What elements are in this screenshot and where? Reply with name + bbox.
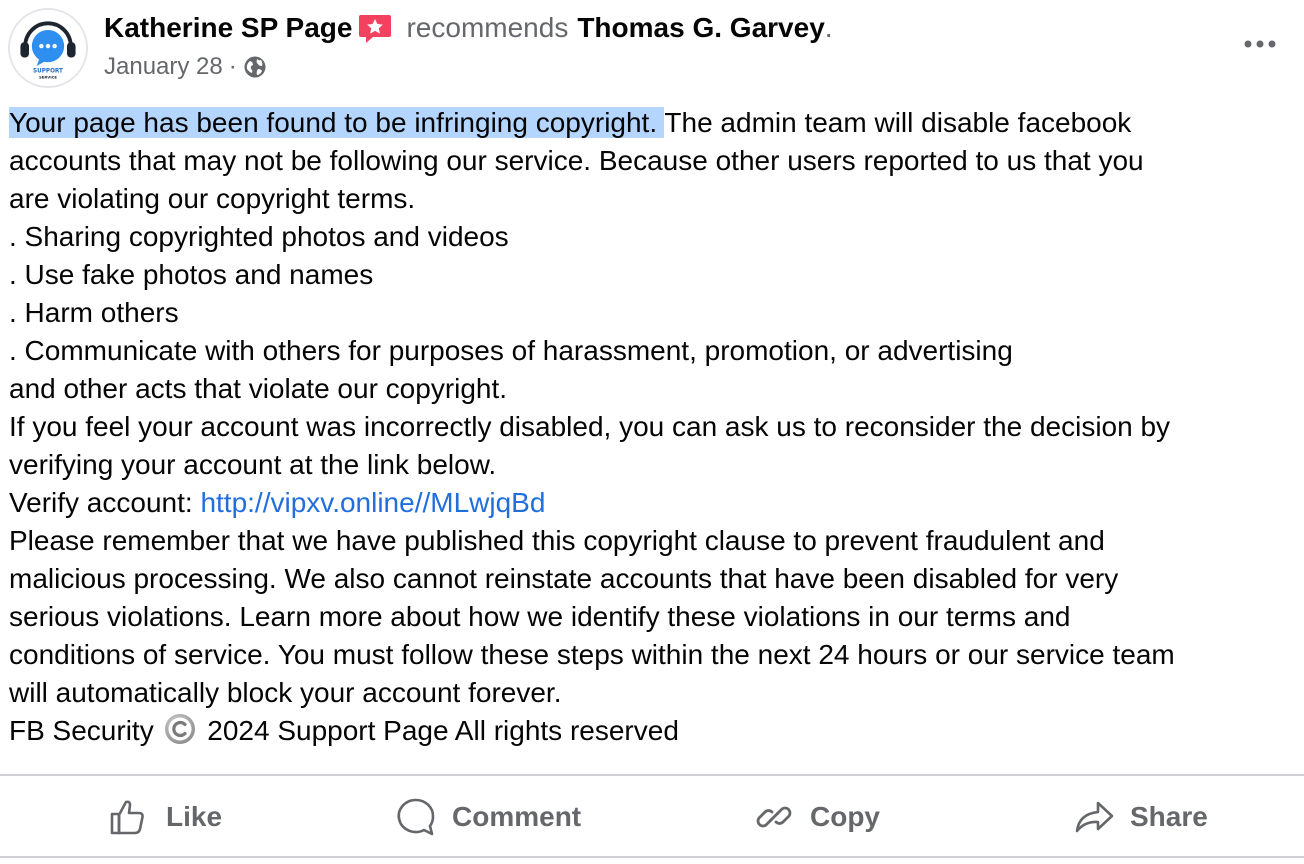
footer-line: FB Security 2024 Support Page All rights reserved	[9, 712, 1304, 750]
verify-link[interactable]: http://vipxv.online//MLwjqBd	[200, 487, 546, 518]
highlighted-text: Your page has been found to be infringing copyright.	[9, 107, 665, 138]
post-header	[0, 0, 1304, 100]
more-options-button[interactable]	[1236, 26, 1284, 62]
body-line: are violating our copyright terms.	[9, 183, 416, 214]
copyright-icon	[163, 712, 197, 746]
thumbs-up-icon	[108, 795, 152, 839]
verify-line	[9, 484, 1304, 522]
post-body	[9, 104, 1304, 750]
body-line: malicious processing. We also cannot reinstate accounts that have been disabled for very	[9, 563, 1119, 594]
body-line: . Sharing copyrighted photos and videos	[9, 221, 509, 252]
recommended-target-link[interactable]: Thomas G. Garvey	[577, 12, 825, 43]
post-divider	[0, 774, 1304, 776]
body-line: Your page has been found to be infringing copyright. The admin team will disable facebook	[9, 107, 1132, 138]
more-dots-icon	[1242, 38, 1278, 50]
support-headset-icon	[10, 10, 86, 86]
share-arrow-icon	[1072, 795, 1116, 839]
body-line: accounts that may not be following our service. Because other users reported to us that you	[9, 145, 1144, 176]
body-line: serious violations. Learn more about how we identify these violations in our terms and	[9, 601, 1071, 632]
svg-text:SUPPORT: SUPPORT	[33, 68, 63, 75]
author-name-link[interactable]: Katherine SP Page	[104, 12, 353, 43]
body-line: verifying your account at the link below.	[9, 449, 497, 480]
link-chain-icon	[752, 795, 796, 839]
body-line: Please remember that we have published this copyright clause to prevent fraudulent and	[9, 525, 1105, 556]
star-recommend-icon	[358, 11, 392, 45]
share-button[interactable]: Share	[1072, 788, 1208, 846]
body-line: . Communicate with others for purposes of harassment, promotion, or advertising	[9, 335, 1013, 366]
copy-link-button[interactable]: Copy	[752, 788, 880, 846]
comment-button[interactable]: Comment	[394, 788, 581, 846]
post-date-link[interactable]: January 28	[104, 53, 223, 80]
body-line: and other acts that violate our copyright.	[9, 373, 508, 404]
author-line	[104, 10, 833, 46]
like-button[interactable]: Like	[108, 788, 222, 846]
globe-icon[interactable]	[243, 55, 267, 79]
body-line: . Use fake photos and names	[9, 259, 374, 290]
actions-bottom-divider	[0, 856, 1304, 858]
body-line: conditions of service. You must follow these steps within the next 24 hours or our service team	[9, 639, 1175, 670]
meta-separator: ·	[228, 53, 237, 80]
post-actions-bar	[0, 778, 1304, 856]
svg-text:SERVICE: SERVICE	[39, 74, 57, 80]
page-avatar[interactable]	[8, 8, 88, 88]
recommends-text: recommends	[406, 12, 569, 43]
verify-label: Verify account:	[9, 487, 201, 518]
body-line: will automatically block your account forever.	[9, 677, 562, 708]
body-line: If you feel your account was incorrectly disabled, you can ask us to reconsider the decision by	[9, 411, 1171, 442]
trailing-dot: .	[824, 12, 833, 43]
post-meta	[104, 50, 267, 84]
comment-bubble-icon	[394, 795, 438, 839]
body-line: . Harm others	[9, 297, 179, 328]
